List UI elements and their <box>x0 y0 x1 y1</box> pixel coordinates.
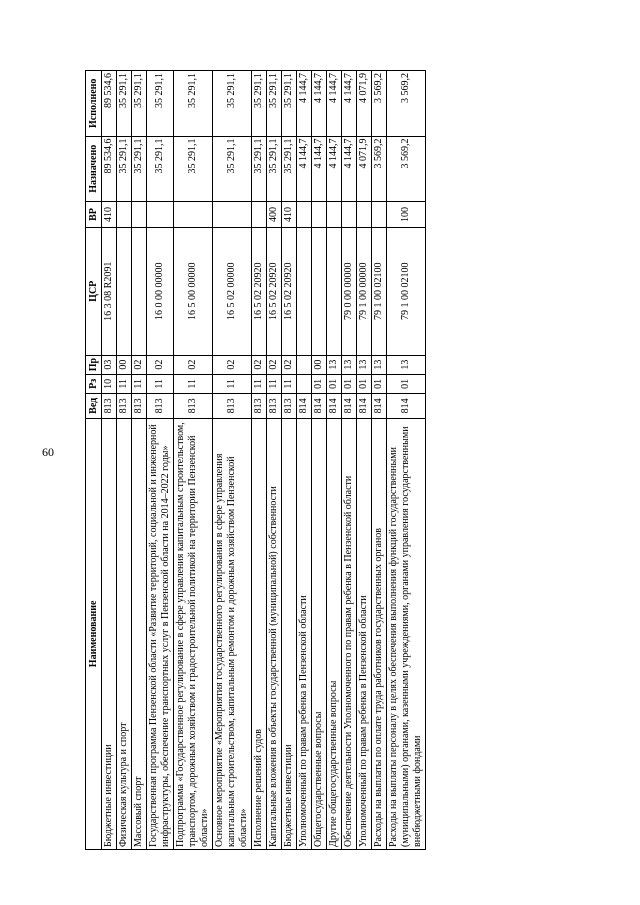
header-ved: Вед <box>86 393 102 418</box>
cell-assigned: 35 291,1 <box>252 136 267 201</box>
cell-rz: 11 <box>174 374 213 393</box>
table-row <box>357 71 372 850</box>
header-csr: ЦСР <box>86 227 102 355</box>
table-row <box>372 71 387 850</box>
cell-ved: 814 <box>342 393 357 418</box>
cell-name: Уполномоченный по правам ребенка в Пензенской области <box>357 418 372 849</box>
cell-name: Расходы на выплаты по оплате труда работников государственных органов <box>372 418 387 849</box>
cell-ved: 813 <box>132 393 147 418</box>
cell-rz: 11 <box>132 374 147 393</box>
cell-ved: 814 <box>387 393 426 418</box>
cell-csr: 16 5 02 20920 <box>267 227 282 355</box>
cell-assigned: 35 291,1 <box>213 136 252 201</box>
header-pr: Пр <box>86 355 102 374</box>
cell-rz: 11 <box>267 374 282 393</box>
cell-name: Общегосударственные вопросы <box>312 418 327 849</box>
cell-vr: 100 <box>387 202 426 228</box>
cell-rz: 11 <box>252 374 267 393</box>
cell-name: Основное мероприятие «Мероприятия государственного регулирования в сфере управления капитальным строительством, капитальным ремонтом и дорожным хозяйством Пензенской области» <box>213 418 252 849</box>
cell-executed: 3 569,2 <box>372 71 387 137</box>
cell-rz <box>297 374 312 393</box>
cell-rz: 11 <box>147 374 174 393</box>
cell-rz: 01 <box>387 374 426 393</box>
cell-pr: 13 <box>357 355 372 374</box>
cell-rz: 01 <box>312 374 327 393</box>
table-row <box>312 71 327 850</box>
cell-ved: 814 <box>372 393 387 418</box>
cell-csr: 16 5 02 20920 <box>252 227 267 355</box>
cell-rz: 11 <box>213 374 252 393</box>
cell-name: Другие общегосударственные вопросы <box>327 418 342 849</box>
cell-pr: 02 <box>252 355 267 374</box>
cell-executed: 35 291,1 <box>147 71 174 137</box>
table-row <box>213 71 252 850</box>
cell-name: Капитальные вложения в объекты государственной (муниципальной) собственности <box>267 418 282 849</box>
cell-executed: 3 569,2 <box>387 71 426 137</box>
cell-ved: 813 <box>174 393 213 418</box>
cell-csr <box>327 227 342 355</box>
cell-assigned: 4 144,7 <box>327 136 342 201</box>
cell-executed: 4 144,7 <box>312 71 327 137</box>
cell-pr: 02 <box>213 355 252 374</box>
table-row <box>342 71 357 850</box>
cell-assigned: 35 291,1 <box>132 136 147 201</box>
table-row <box>297 71 312 850</box>
cell-rz: 11 <box>282 374 297 393</box>
cell-rz: 01 <box>372 374 387 393</box>
cell-assigned: 35 291,1 <box>267 136 282 201</box>
table-row <box>147 71 174 850</box>
cell-csr: 16 3 08 R2091 <box>102 227 117 355</box>
cell-name: Обеспечение деятельности Уполномоченного по правам ребенка в Пензенской области <box>342 418 357 849</box>
cell-name: Бюджетные инвестиции <box>102 418 117 849</box>
cell-vr: 410 <box>282 202 297 228</box>
cell-vr <box>297 202 312 228</box>
cell-executed: 89 534,6 <box>102 71 117 137</box>
table-row <box>252 71 267 850</box>
cell-executed: 35 291,1 <box>267 71 282 137</box>
cell-name: Исполнение решений судов <box>252 418 267 849</box>
cell-assigned: 35 291,1 <box>117 136 132 201</box>
cell-csr: 16 0 00 00000 <box>147 227 174 355</box>
cell-name: Уполномоченный по правам ребенка в Пензенской области <box>297 418 312 849</box>
cell-ved: 813 <box>252 393 267 418</box>
cell-ved: 814 <box>327 393 342 418</box>
cell-assigned: 4 144,7 <box>297 136 312 201</box>
cell-assigned: 4 144,7 <box>342 136 357 201</box>
cell-csr: 79 0 00 00000 <box>342 227 357 355</box>
cell-vr: 410 <box>102 202 117 228</box>
cell-csr <box>312 227 327 355</box>
cell-name: Расходы на выплаты персоналу в целях обеспечения выполнения функций государственными (муниципальными) органами, казенными учреждениями, органами управления государственными внебюджетными фондами <box>387 418 426 849</box>
cell-pr: 02 <box>174 355 213 374</box>
cell-vr <box>174 202 213 228</box>
cell-pr: 00 <box>117 355 132 374</box>
cell-pr: 02 <box>132 355 147 374</box>
table-row <box>132 71 147 850</box>
cell-name: Бюджетные инвестиции <box>282 418 297 849</box>
cell-rz: 01 <box>327 374 342 393</box>
cell-ved: 813 <box>213 393 252 418</box>
cell-assigned: 89 534,6 <box>102 136 117 201</box>
cell-ved: 814 <box>297 393 312 418</box>
cell-pr: 02 <box>147 355 174 374</box>
cell-assigned: 4 071,9 <box>357 136 372 201</box>
cell-ved: 813 <box>267 393 282 418</box>
cell-csr: 16 5 02 20920 <box>282 227 297 355</box>
page-number: 60 <box>42 445 54 459</box>
header-name: Наименование <box>86 418 102 849</box>
cell-csr: 16 5 00 00000 <box>174 227 213 355</box>
cell-assigned: 3 569,2 <box>372 136 387 201</box>
table-header-row <box>86 71 102 850</box>
header-assigned: Назначено <box>86 136 102 201</box>
header-executed: Исполнено <box>86 71 102 137</box>
cell-vr <box>357 202 372 228</box>
cell-executed: 35 291,1 <box>252 71 267 137</box>
cell-executed: 4 144,7 <box>297 71 312 137</box>
cell-name: Государственная программа Пензенской области «Развитие территорий, социальной и инженерной инфраструктуры, обеспечение транспортных услуг в Пензенской области на 2014–2022 годы» <box>147 418 174 849</box>
cell-executed: 35 291,1 <box>213 71 252 137</box>
cell-ved: 814 <box>357 393 372 418</box>
cell-vr <box>117 202 132 228</box>
table-row <box>282 71 297 850</box>
table-row <box>327 71 342 850</box>
cell-csr <box>117 227 132 355</box>
rotated-page-content <box>85 70 581 850</box>
cell-vr <box>372 202 387 228</box>
cell-executed: 4 144,7 <box>342 71 357 137</box>
cell-executed: 4 071,9 <box>357 71 372 137</box>
cell-assigned: 35 291,1 <box>282 136 297 201</box>
cell-csr: 79 1 00 02100 <box>387 227 426 355</box>
cell-executed: 35 291,1 <box>174 71 213 137</box>
cell-vr <box>132 202 147 228</box>
table-row <box>267 71 282 850</box>
cell-vr <box>147 202 174 228</box>
cell-pr <box>297 355 312 374</box>
table-row <box>102 71 117 850</box>
budget-table <box>85 70 426 850</box>
cell-pr: 13 <box>372 355 387 374</box>
cell-vr <box>252 202 267 228</box>
cell-assigned: 35 291,1 <box>147 136 174 201</box>
cell-csr <box>132 227 147 355</box>
cell-executed: 35 291,1 <box>132 71 147 137</box>
cell-rz: 11 <box>117 374 132 393</box>
table-row <box>117 71 132 850</box>
cell-name: Подпрограмма «Государственное регулирование в сфере управления капитальным строительством, транспортом, дорожным хозяйством и градостроительной политикой на территории Пензенской области» <box>174 418 213 849</box>
cell-vr <box>327 202 342 228</box>
cell-pr: 02 <box>267 355 282 374</box>
cell-vr: 400 <box>267 202 282 228</box>
cell-csr <box>297 227 312 355</box>
cell-rz: 10 <box>102 374 117 393</box>
cell-pr: 13 <box>327 355 342 374</box>
cell-assigned: 3 569,2 <box>387 136 426 201</box>
cell-vr <box>312 202 327 228</box>
table-row <box>387 71 426 850</box>
cell-ved: 813 <box>147 393 174 418</box>
cell-executed: 35 291,1 <box>282 71 297 137</box>
cell-ved: 813 <box>102 393 117 418</box>
cell-ved: 813 <box>282 393 297 418</box>
cell-assigned: 35 291,1 <box>174 136 213 201</box>
cell-ved: 813 <box>117 393 132 418</box>
cell-name: Массовый спорт <box>132 418 147 849</box>
cell-executed: 35 291,1 <box>117 71 132 137</box>
cell-name: Физическая культура и спорт <box>117 418 132 849</box>
header-rz: Рз <box>86 374 102 393</box>
cell-vr <box>213 202 252 228</box>
table-row <box>174 71 213 850</box>
cell-pr: 13 <box>342 355 357 374</box>
cell-rz: 01 <box>342 374 357 393</box>
cell-vr <box>342 202 357 228</box>
cell-pr: 13 <box>387 355 426 374</box>
cell-csr: 79 1 00 02100 <box>372 227 387 355</box>
cell-executed: 4 144,7 <box>327 71 342 137</box>
header-vr: ВР <box>86 202 102 228</box>
cell-csr: 16 5 02 00000 <box>213 227 252 355</box>
cell-csr: 79 1 00 00000 <box>357 227 372 355</box>
cell-ved: 814 <box>312 393 327 418</box>
cell-pr: 03 <box>102 355 117 374</box>
cell-pr: 00 <box>312 355 327 374</box>
cell-rz: 01 <box>357 374 372 393</box>
cell-pr: 02 <box>282 355 297 374</box>
cell-assigned: 4 144,7 <box>312 136 327 201</box>
